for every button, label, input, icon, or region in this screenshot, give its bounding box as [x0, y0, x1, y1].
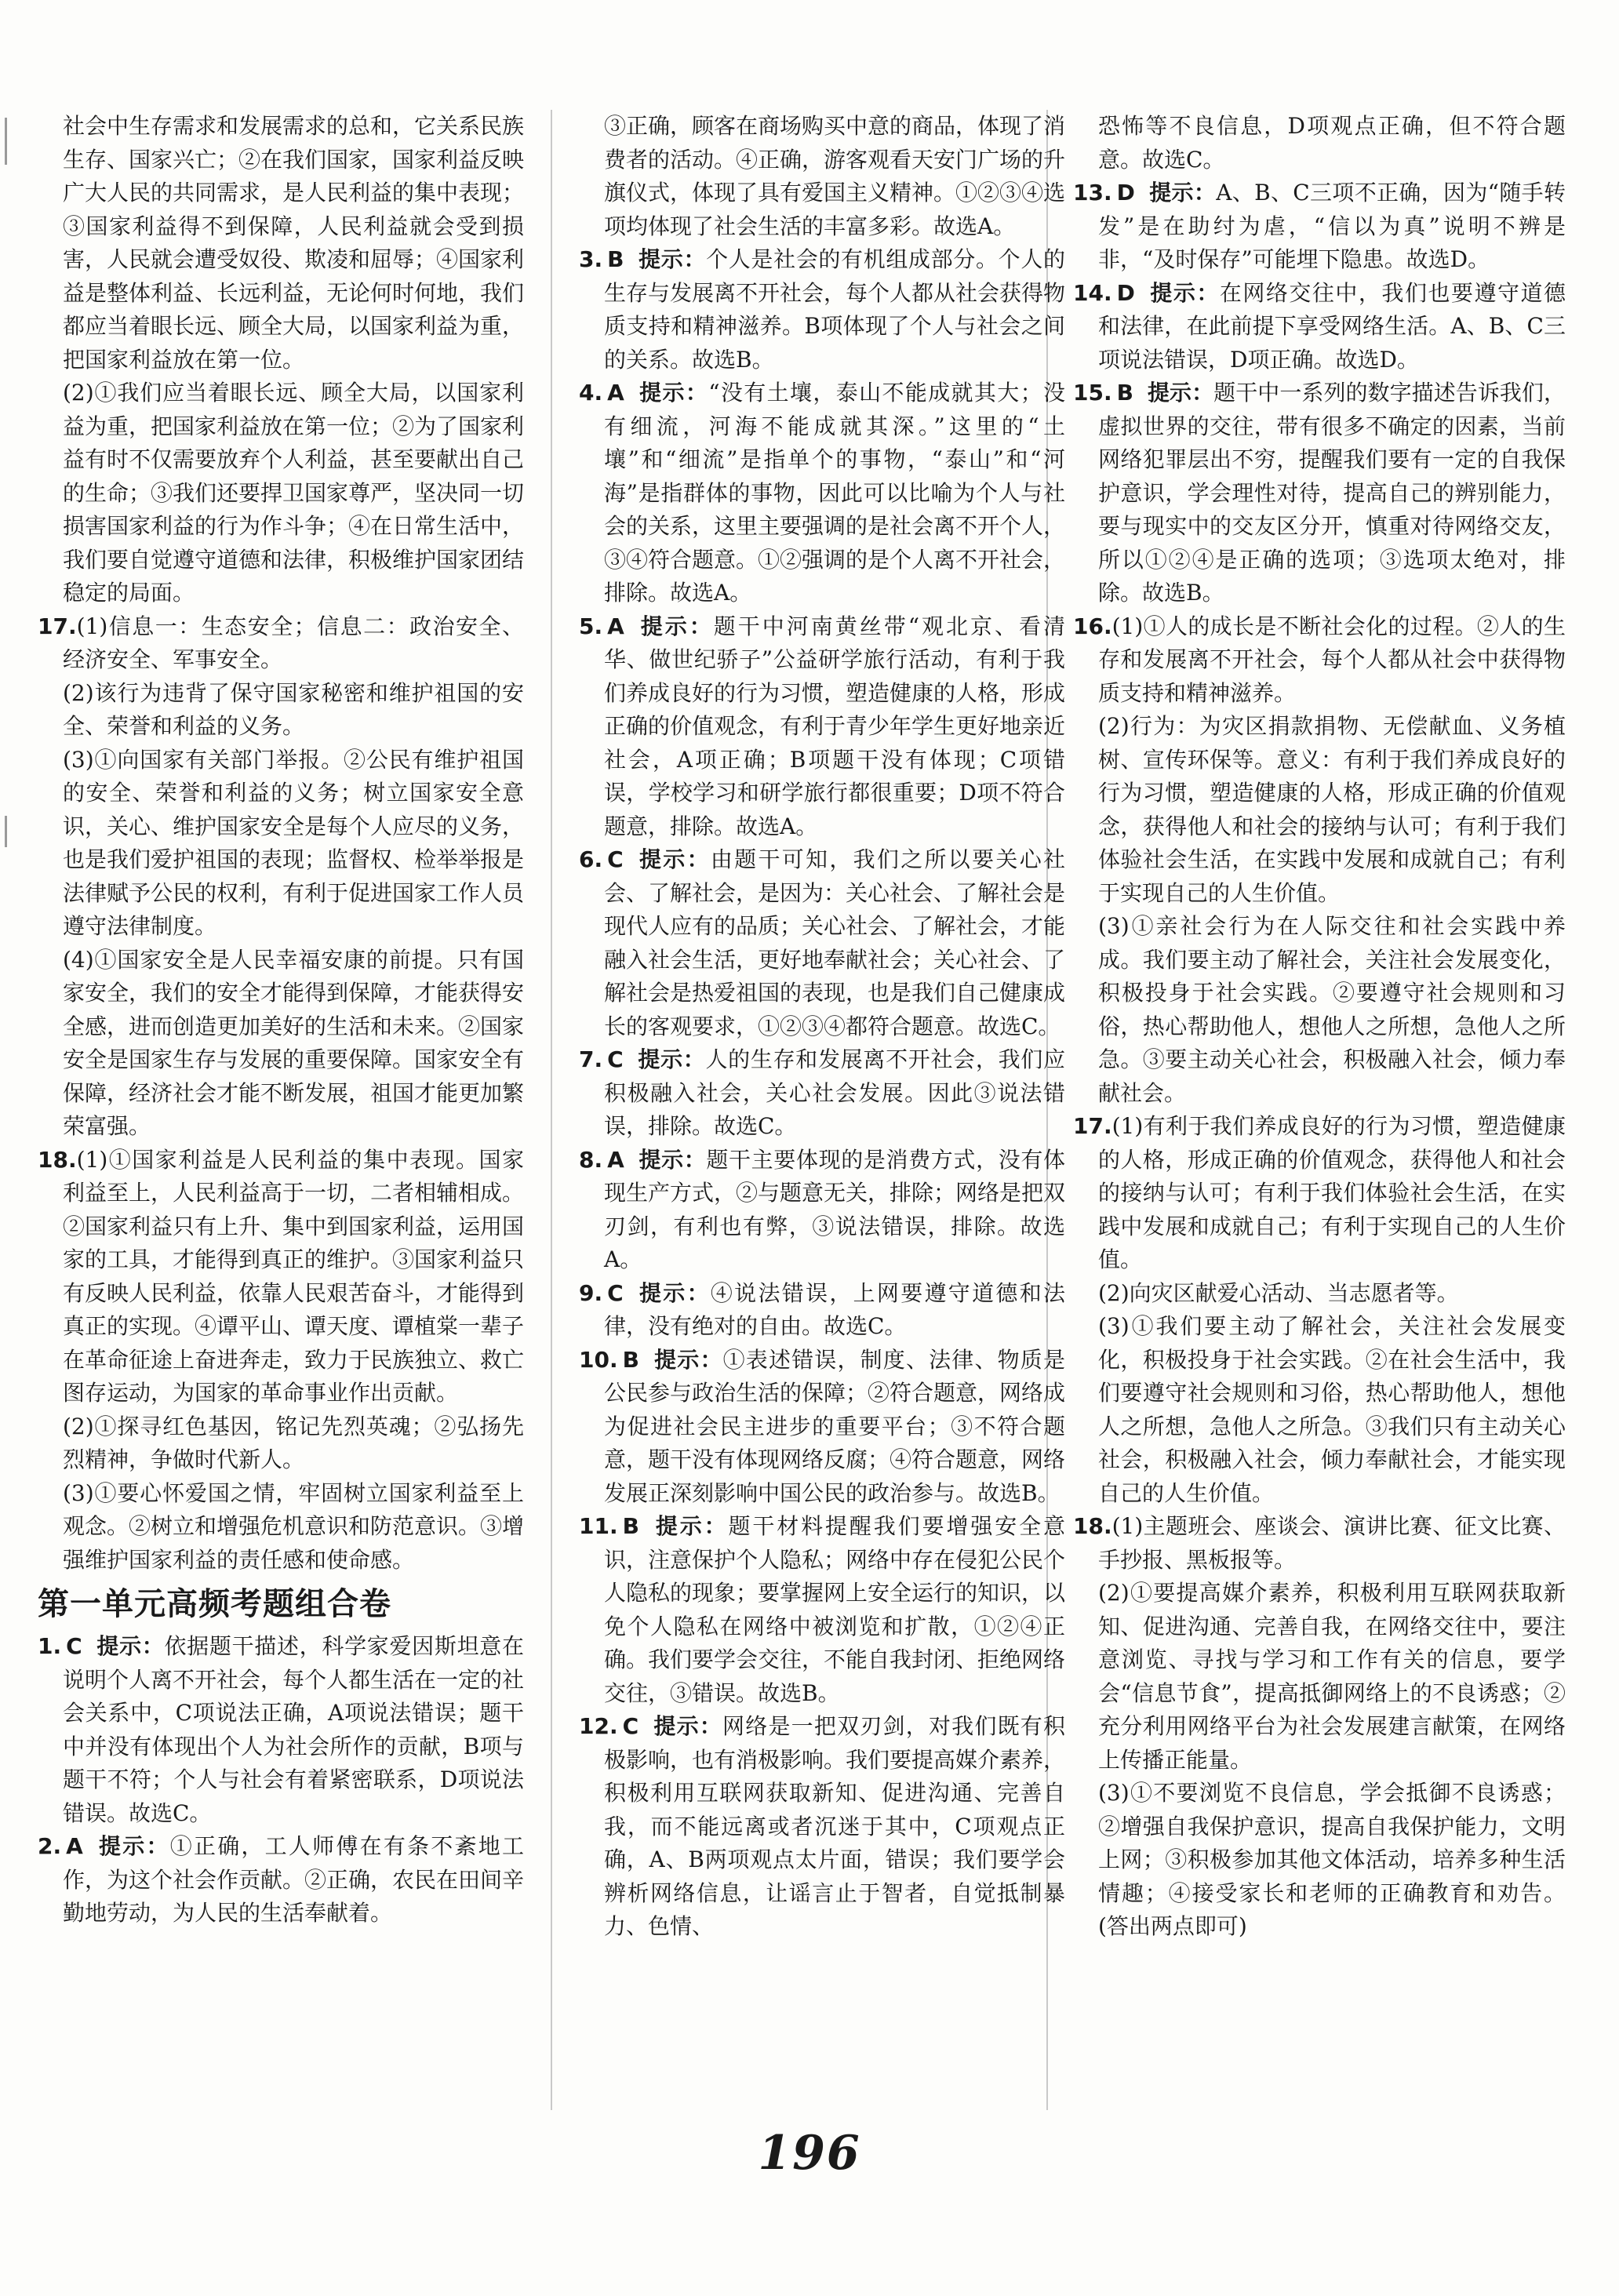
column-right	[1073, 110, 1566, 1944]
item-number: 12.	[579, 1713, 618, 1739]
hint-label: 提示：	[638, 246, 707, 272]
item-number: 14.	[1073, 279, 1112, 306]
item-number: 4.	[579, 380, 603, 406]
hint-text: 由题干可知，我们之所以要关心社会、了解社会，是因为：关心社会、了解社会是现代人应有的品质；关心社会、了解社会，才能融入社会生活，更好地奉献社会；关心社会、了解社会是热爱祖国的表现，也是我们自己健康成长的客观要求，①②③④都符合题意。故选C。	[604, 846, 1066, 1039]
item-number: 3.	[579, 246, 603, 272]
answer-item-18	[38, 1144, 524, 1410]
item-number: 7.	[579, 1046, 603, 1072]
hint-label: 提示：	[1148, 180, 1217, 206]
hint-label: 提示：	[637, 1279, 711, 1306]
answer-item-4	[579, 377, 1065, 610]
answer-letter: C	[607, 1279, 624, 1306]
answer-part: (3)①向国家有关部门举报。②公民有维护祖国的安全、荣誉和利益的义务；树立国家安全意识，关心、维护国家安全是每个人应尽的义务，也是我们爱护祖国的表现；监督权、检举举报是法律赋予公民的权利，有利于促进国家工作人员遵守法律制度。	[63, 746, 525, 939]
answer-item-11	[579, 1510, 1065, 1710]
hint-label: 提示：	[96, 1833, 170, 1859]
answer-item-1	[38, 1630, 524, 1830]
answer-item-15	[1073, 377, 1566, 610]
answer-part: (3)①不要浏览不良信息，学会抵御不良诱惑；②增强自我保护意识，提高自我保护能力，文明上网；③积极参加其他文体活动，培养多种生活情趣；④接受家长和老师的正确教育和劝告。(答出两点即可)	[1098, 1780, 1566, 1939]
item-number: 18.	[1073, 1513, 1112, 1539]
continued-answer: 恐怖等不良信息，D项观点正确，但不符合题意。故选C。	[1098, 113, 1566, 173]
answer-part: (1)①人的成长是不断社会化的过程。②人的生存和发展离不开社会，每个人都从社会中获得物质支持和精神滋养。	[1098, 613, 1566, 706]
hint-text: 网络是一把双刃剑，对我们既有积极影响，也有消极影响。我们要提高媒介素养，积极利用互联网获取新知、促进沟通、完善自我，而不能远离或者沉迷于其中，C项观点正确，A、B两项观点太片面，错误；我们要学会辨析网络信息，让谣言止于智者，自觉抵制暴力、色情、	[604, 1713, 1066, 1939]
item-number: 1.	[38, 1633, 62, 1659]
item-number: 17.	[1073, 1113, 1112, 1139]
answer-part: (2)该行为违背了保守国家秘密和维护祖国的安全、荣誉和利益的义务。	[63, 679, 524, 739]
item-number: 17.	[38, 613, 77, 639]
item-number: 16.	[1073, 613, 1112, 639]
answer-item-6	[579, 843, 1065, 1043]
answer-item-17	[38, 610, 524, 677]
hint-text: 题干材料提醒我们要增强安全意识，注意保护个人隐私；网络中存在侵犯公民个人隐私的现象；要掌握网上安全运行的知识，以免个人隐私在网络中被浏览和扩散，①②④正确。我们要学会交往，不能自我封闭、拒绝网络交往，③错误。故选B。	[604, 1513, 1066, 1706]
hint-label: 提示：	[653, 1713, 723, 1739]
hint-label: 提示：	[96, 1633, 165, 1659]
hint-label: 提示：	[637, 846, 711, 872]
hint-text: 题干中一系列的数字描述告诉我们，虚拟世界的交往，带有很多不确定的因素，当前网络犯罪层出不穷，提醒我们要有一定的自我保护意识，学会理性对待，提高自己的辨别能力，要与现实中的交友区分开，慎重对待网络交友，所以①②④是正确的选项；③选项太绝对，排除。故选B。	[1098, 380, 1566, 606]
item-number: 2.	[38, 1833, 62, 1859]
hint-text: 题干主要体现的是消费方式，没有体现生产方式，②与题意无关，排除；网络是把双刃剑，有利也有弊，③说法错误，排除。故选A。	[604, 1146, 1066, 1272]
hint-label: 提示：	[1148, 279, 1220, 306]
answer-part: (3)①我们要主动了解社会，关注社会发展变化，积极投身于社会实践。②在社会生活中，我们要遵守社会规则和习俗，热心帮助他人，想他人之所想，急他人之所急。③我们只有主动关心社会，积极融入社会，倾力奉献社会，才能实现自己的人生价值。	[1098, 1313, 1566, 1506]
binding-edge-mark	[5, 816, 7, 847]
hint-text: ④说法错误，上网要遵守道德和法律，没有绝对的自由。故选C。	[604, 1279, 1065, 1339]
answer-letter: D	[1116, 180, 1135, 206]
hint-text: ①表述错误，制度、法律、物质是公民参与政治生活的保障；②符合题意，网络成为促进社会民主进步的重要平台；③不符合题意，题干没有体现网络反腐；④符合题意，网络发展正深刻影响中国公民的政治参与。故选B。	[604, 1346, 1066, 1506]
answer-letter: B	[622, 1513, 639, 1539]
answer-part: (2)①要提高媒介素养，积极利用互联网获取新知、促进沟通、完善自我，在网络交往中，要注意浏览、寻找与学习和工作有关的信息，要学会“信息节食”，提高抵御网络上的不良诱惑；②充分利用网络平台为社会发展建言献策，在网络上传播正能量。	[1098, 1580, 1566, 1773]
hint-text: ①正确，工人师傅在有条不紊地工作，为这个社会作贡献。②正确，农民在田间辛勤地劳动，为人民的生活奉献着。	[63, 1833, 525, 1926]
answer-item-17b	[1073, 1110, 1566, 1277]
hint-text: 人的生存和发展离不开社会，我们应积极融入社会，关心社会发展。因此③说法错误，排除。故选C。	[604, 1046, 1065, 1139]
answer-letter: A	[607, 380, 624, 406]
answer-part: (2)①我们应当着眼长远、顾全大局，以国家利益为重，把国家利益放在第一位；②为了国家利益有时不仅需要放弃个人利益，甚至要献出自己的生命；③我们还要捍卫国家尊严，坚决同一切损害国家利益的行为作斗争；④在日常生活中，我们要自觉遵守道德和法律，积极维护国家团结稳定的局面。	[63, 380, 525, 606]
hint-text: “没有土壤，泰山不能成就其大；没有细流，河海不能成就其深。”这里的“土壤”和“细流”是指单个的事物，“泰山”和“河海”是指群体的事物，因此可以比喻为个人与社会的关系，这里主要强调的是社会离不开个人，③④符合题意。①②强调的是个人离不开社会，排除。故选A。	[604, 380, 1066, 606]
answer-part: (1)①国家利益是人民利益的集中表现。国家利益至上，人民利益高于一切，二者相辅相成。②国家利益只有上升、集中到国家利益，运用国家的工具，才能得到真正的维护。③国家利益只有反映人民利益，依靠人民艰苦奋斗，才能得到真正的实现。④谭平山、谭天度、谭植棠一辈子在革命征途上奋进奔走，致力于民族独立、救亡图存运动，为国家的革命事业作出贡献。	[63, 1146, 525, 1406]
answer-item-14	[1073, 277, 1566, 377]
answer-part: (2)向灾区献爱心活动、当志愿者等。	[1098, 1279, 1459, 1306]
answer-item-10	[579, 1344, 1065, 1511]
item-number: 15.	[1073, 380, 1112, 406]
answer-item-2	[38, 1830, 524, 1930]
answer-letter: C	[607, 1046, 624, 1072]
answer-letter: C	[622, 1713, 639, 1739]
answer-part: (4)①国家安全是人民幸福安康的前提。只有国家安全，我们的安全才能得到保障，才能获得安全感，进而创造更加美好的生活和未来。②国家安全是国家生存与发展的重要保障。国家安全有保障，经济社会才能不断发展，祖国才能更加繁荣富强。	[63, 946, 525, 1139]
answer-part: (3)①要心怀爱国之情，牢固树立国家利益至上观念。②树立和增强危机意识和防范意识。③增强维护国家利益的责任感和使命感。	[63, 1479, 525, 1573]
item-number: 5.	[579, 613, 603, 639]
answer-letter: D	[1116, 279, 1135, 306]
page-number: 196	[758, 2126, 861, 2181]
hint-text: 个人是社会的有机组成部分。个人的生存与发展离不开社会，每个人都从社会获得物质支持和精神滋养。B项体现了个人与社会之间的关系。故选B。	[604, 246, 1066, 373]
answer-letter: B	[1116, 380, 1133, 406]
answer-part: (2)①探寻红色基因，铭记先烈英魂；②弘扬先烈精神，争做时代新人。	[63, 1413, 524, 1472]
item-number: 6.	[579, 846, 603, 872]
binding-edge-mark	[5, 118, 7, 165]
hint-label: 提示：	[1147, 380, 1214, 406]
answer-item-5	[579, 610, 1065, 844]
answer-letter: B	[607, 246, 624, 272]
continued-answer: ③正确，顾客在商场购买中意的商品，体现了消费者的活动。④正确，游客观看天安门广场的升旗仪式，体现了具有爱国主义精神。①②③④选项均体现了社会生活的丰富多彩。故选A。	[604, 113, 1066, 239]
answer-letter: C	[607, 846, 624, 872]
answer-item-8	[579, 1144, 1065, 1277]
answer-item-12	[579, 1710, 1065, 1944]
answer-letter: A	[607, 613, 624, 639]
answer-item-13	[1073, 176, 1566, 277]
hint-label: 提示：	[653, 1513, 729, 1539]
hint-text: 题干中河南黄丝带“观北京、看清华、做世纪骄子”公益研学旅行活动，有利于我们养成良好的行为习惯，塑造健康的人格，形成正确的价值观念，有利于青少年学生更好地亲近社会，A项正确；B项题干没有体现；C项错误，学校学习和研学旅行都很重要；D项不符合题意，排除。故选A。	[604, 613, 1066, 839]
hint-label: 提示：	[638, 1146, 707, 1173]
item-number: 8.	[579, 1146, 603, 1173]
hint-label: 提示：	[638, 380, 709, 406]
answer-part: (2)行为：为灾区捐款捐物、无偿献血、义务植树、宣传环保等。意义：有利于我们养成良好的行为习惯，塑造健康的人格，形成正确的价值观念，获得他人和社会的接纳与认可；有利于我们体验社会生活，在实践中发展和成就自己；有利于实现自己的人生价值。	[1098, 713, 1566, 906]
answer-item-7	[579, 1043, 1065, 1144]
answer-letter: A	[66, 1833, 83, 1859]
hint-label: 提示：	[653, 1346, 723, 1373]
answer-letter: B	[622, 1346, 639, 1373]
hint-text: 在网络交往中，我们也要遵守道德和法律，在此前提下享受网络生活。A、B、C三项说法错误，D项正确。故选D。	[1098, 279, 1566, 373]
item-number: 13.	[1073, 180, 1112, 206]
hint-text: A、B、C三项不正确，因为“随手转发”是在助纣为虐，“信以为真”说明不辨是非，“及时保存”可能埋下隐患。故选D。	[1098, 180, 1566, 272]
section-title: 第一单元高频考题组合卷	[38, 1586, 391, 1622]
column-middle	[579, 110, 1065, 1944]
answer-part: (1)信息一：生态安全；信息二：政治安全、经济安全、军事安全。	[63, 613, 524, 672]
answer-part: (1)有利于我们养成良好的行为习惯，塑造健康的人格，形成正确的价值观念，获得他人和社会的接纳与认可；有利于我们体验社会生活，在实践中发展和成就自己；有利于实现自己的人生价值。	[1098, 1113, 1566, 1272]
answer-item-16	[1073, 610, 1566, 711]
answer-part: (3)①亲社会行为在人际交往和社会实践中养成。我们要主动了解社会，关注社会发展变化，积极投身于社会实践。②要遵守社会规则和习俗，热心帮助他人，想他人之所想，急他人之所急。③要主动关心社会，积极融入社会，倾力奉献社会。	[1098, 913, 1566, 1106]
answer-part: (1)主题班会、座谈会、演讲比赛、征文比赛、手抄报、黑板报等。	[1098, 1513, 1566, 1573]
hint-text: 依据题干描述，科学家爱因斯坦意在说明个人离不开社会，每个人都生活在一定的社会关系中，C项说法正确，A项说法错误；题干中并没有体现出个人为社会所作的贡献，B项与题干不符；个人与社会有着紧密联系，D项说法错误。故选C。	[63, 1633, 525, 1826]
column-left	[38, 110, 524, 1930]
hint-label: 提示：	[637, 1046, 706, 1072]
answer-letter: A	[607, 1146, 624, 1173]
answer-letter: C	[66, 1633, 82, 1659]
answer-item-9	[579, 1277, 1065, 1344]
answer-item-18b	[1073, 1510, 1566, 1577]
item-number: 11.	[579, 1513, 618, 1539]
item-number: 10.	[579, 1346, 618, 1373]
column-divider	[551, 110, 552, 2110]
hint-label: 提示：	[638, 613, 714, 639]
item-number: 18.	[38, 1146, 77, 1173]
answer-item-3	[579, 243, 1065, 377]
continued-answer: 社会中生存需求和发展需求的总和，它关系民族生存、国家兴亡；②在我们国家，国家利益反映广大人民的共同需求，是人民利益的集中表现；③国家利益得不到保障，人民利益就会受到损害，人民就会遭受奴役、欺凌和屈辱；④国家利益是整体利益、长远利益，无论何时何地，我们都应当着眼长远、顾全大局，以国家利益为重，把国家利益放在第一位。	[63, 113, 525, 373]
item-number: 9.	[579, 1279, 603, 1306]
